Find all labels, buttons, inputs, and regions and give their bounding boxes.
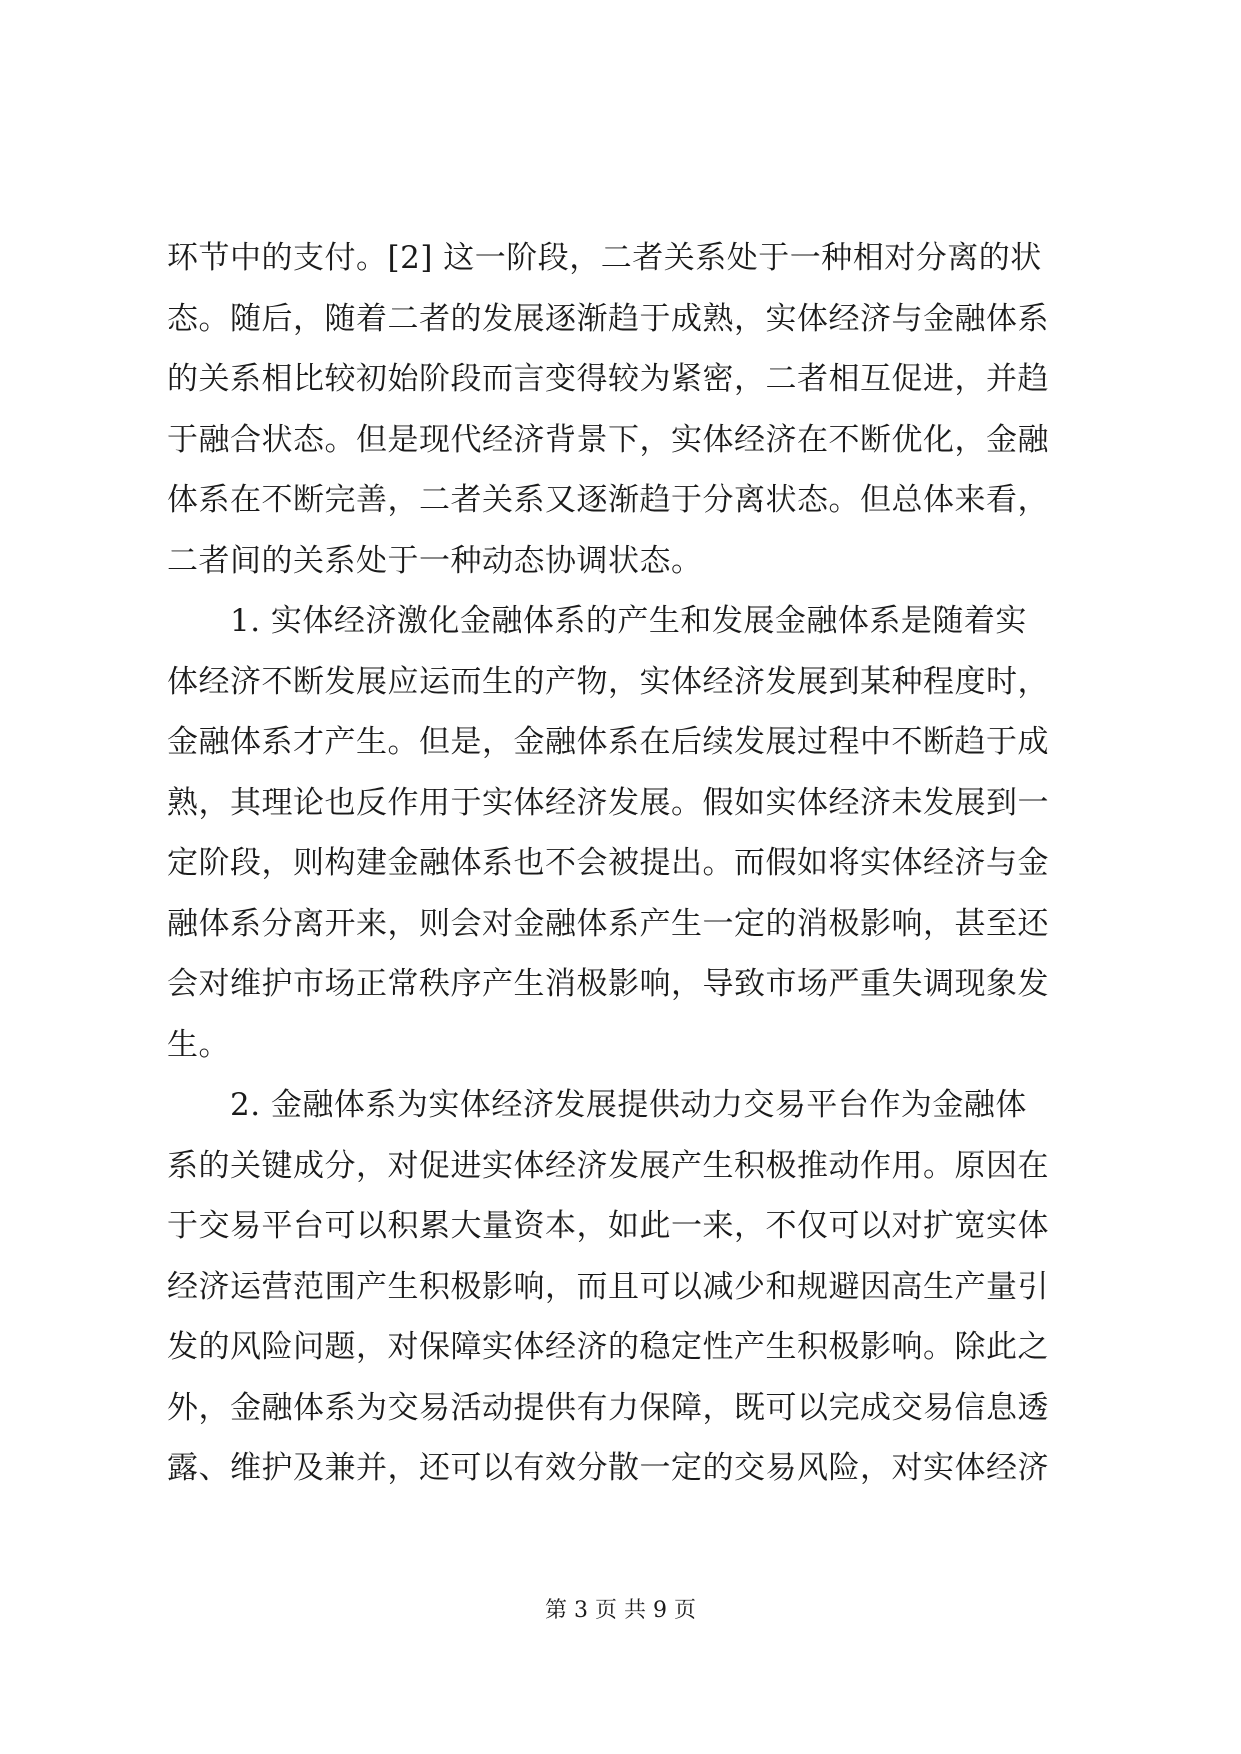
text-line: 体系在不断完善，二者关系又逐渐趋于分离状态。但总体来看， [167,482,1049,518]
text-line: 环节中的支付。[2] 这一阶段，二者关系处于一种相对分离的状 [167,240,1042,276]
text-line: 金融体系才产生。但是，金融体系在后续发展过程中不断趋于成 [167,724,1049,760]
text-line: 外，金融体系为交易活动提供有力保障，既可以完成交易信息透 [167,1389,1049,1426]
text-line: 二者间的关系处于一种动态协调状态。 [167,542,703,579]
text-line: 的关系相比较初始阶段而言变得较为紧密，二者相互促进，并趋 [167,361,1049,397]
text-line: 2. 金融体系为实体经济发展提供动力交易平台作为金融体 [167,1087,1027,1123]
text-line: 会对维护市场正常秩序产生消极影响，导致市场严重失调现象发 [167,966,1049,1002]
text-line: 系的关键成分，对促进实体经济发展产生积极推动作用。原因在 [167,1147,1049,1184]
text-line: 体经济不断发展应运而生的产物，实体经济发展到某种程度时， [167,663,1049,700]
text-line: 露、维护及兼并，还可以有效分散一定的交易风险，对实体经济 [167,1450,1049,1486]
text-line: 态。随后，随着二者的发展逐渐趋于成熟，实体经济与金融体系 [167,300,1049,337]
text-line: 融体系分离开来，则会对金融体系产生一定的消极影响，甚至还 [167,905,1049,942]
text-line: 熟，其理论也反作用于实体经济发展。假如实体经济未发展到一 [167,784,1049,821]
body-text [167,228,1084,1499]
text-line: 1. 实体经济激化金融体系的产生和发展金融体系是随着实 [167,603,1027,639]
text-line: 生。 [167,1026,230,1063]
text-line: 发的风险问题，对保障实体经济的稳定性产生积极影响。除此之 [167,1329,1049,1365]
text-line: 于融合状态。但是现代经济背景下，实体经济在不断优化，金融 [167,421,1049,458]
page-number-footer: 第 3 页 共 9 页 [545,1598,696,1623]
text-line: 于交易平台可以积累大量资本，如此一来，不仅可以对扩宽实体 [167,1208,1049,1244]
text-line: 经济运营范围产生积极影响，而且可以减少和规避因高生产量引 [167,1268,1049,1305]
text-line: 定阶段，则构建金融体系也不会被提出。而假如将实体经济与金 [167,845,1049,881]
